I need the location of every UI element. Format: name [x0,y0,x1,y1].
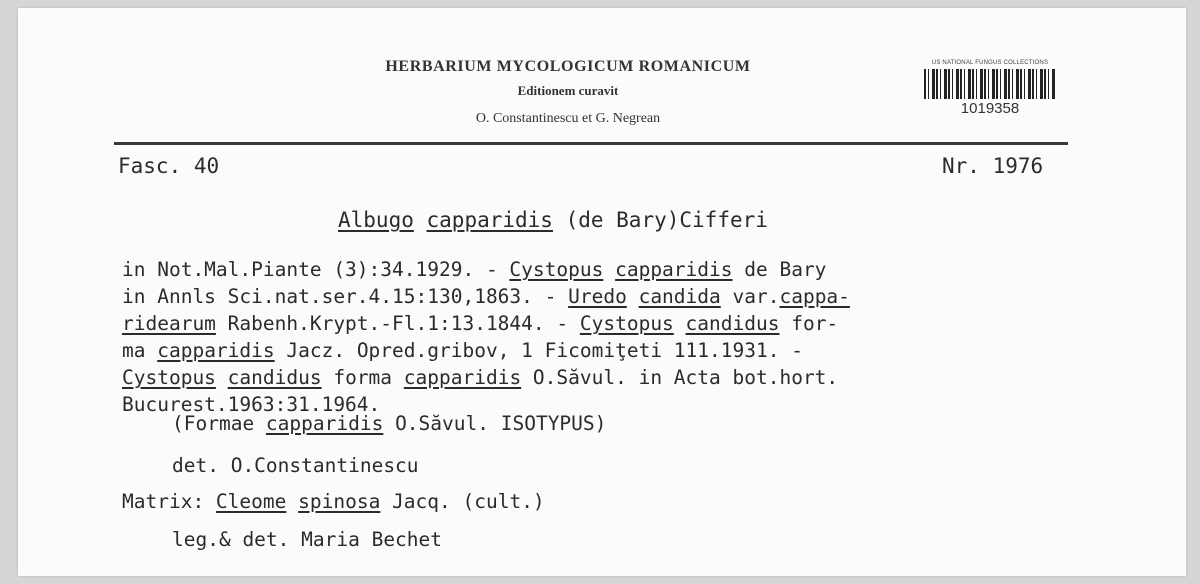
matrix-label: Matrix: [122,490,216,513]
herbarium-title: HERBARIUM MYCOLOGICUM ROMANICUM [385,58,751,75]
citation-text: Jacz. Opred.gribov, 1 Ficomiţeti 111.1931. - [274,339,803,362]
citation-text: forma [321,366,404,389]
header-rule [114,142,1068,145]
citation-text [603,258,615,281]
matrix-species: spinosa [298,490,381,513]
citation-epithet: ridearum [122,312,216,335]
editors-names: O. Constantinescu et G. Negrean [475,111,661,126]
barcode-bars [924,69,1056,99]
taxon-name [338,208,768,232]
specimen-number: Nr. 1976 [942,154,1044,178]
matrix-text [286,490,298,513]
citation-genus: Cystopus [122,366,216,389]
citation-text: O.Săvul. in Acta bot.hort. [521,366,839,389]
taxon-author: (de Bary)Cifferi [552,208,768,232]
citation-text: Rabenh.Krypt.-Fl.1:13.1844. - [215,312,580,335]
citation-epithet: candidus [685,312,780,335]
editor-line: Editionem curavit [517,83,619,98]
citation-text [216,366,228,389]
barcode-block [920,60,1060,122]
taxon-genus: Albugo [338,208,414,232]
citation-text: var. [720,285,780,308]
formae-text: (Formae [172,412,266,435]
collector-line: leg.& det. Maria Bechet [172,528,443,551]
determiner-line: det. O.Constantinescu [172,454,419,477]
citation-epithet: capparidis [157,339,275,362]
barcode-caption: US NATIONAL FUNGUS COLLECTIONS [931,60,1049,66]
citation-epithet: cappa- [779,285,850,308]
citation-genus: Uredo [568,285,627,308]
citation-epithet: capparidis [403,366,522,389]
matrix-genus: Cleome [215,490,287,513]
formae-epithet: capparidis [265,412,384,435]
matrix-text: Jacq. (cult.) [380,490,545,513]
citation-genus: Cystopus [579,312,674,335]
fascicle-number: Fasc. 40 [118,154,220,178]
citation-block [122,256,1102,418]
formae-text: O.Săvul. ISOTYPUS) [383,412,607,435]
citation-epithet: capparidis [615,258,733,281]
citation-epithet: candida [638,285,721,308]
matrix-line [122,490,545,513]
citation-text: in Annls Sci.nat.ser.4.15:130,1863. - [122,285,569,308]
citation-text: Bucurest.1963:31.1964. [122,393,381,416]
citation-epithet: candidus [227,366,322,389]
citation-text: in Not.Mal.Piante (3):34.1929. - [122,258,510,281]
citation-text [674,312,686,335]
barcode-number: 1019358 [960,100,1020,117]
taxon-species: capparidis [426,208,553,232]
citation-text: de Bary [732,258,827,281]
herbarium-label [18,8,1186,576]
citation-genus: Cystopus [509,258,604,281]
citation-text [627,285,639,308]
citation-text: ma [122,339,158,362]
citation-text: for- [779,312,839,335]
formae-line [172,412,606,435]
